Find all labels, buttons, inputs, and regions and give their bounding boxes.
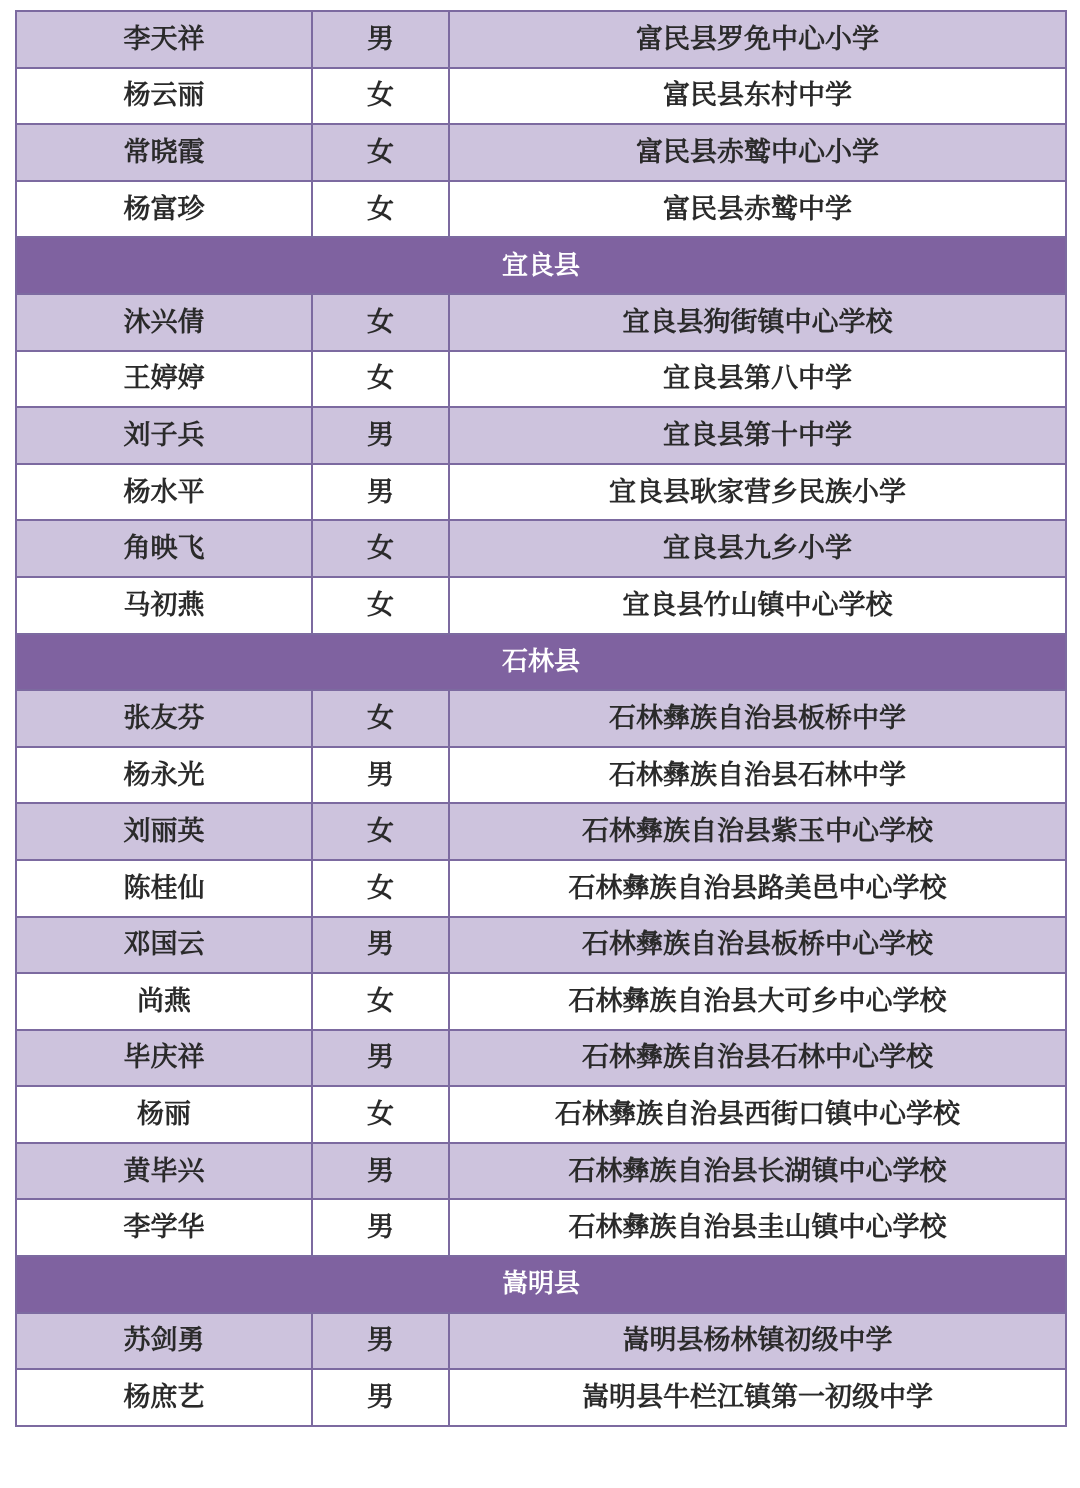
teacher-name-cell: 尚燕 xyxy=(16,973,312,1030)
school-cell: 石林彝族自治县石林中心学校 xyxy=(449,1030,1066,1087)
table-row xyxy=(16,407,1066,464)
school-cell: 富民县赤鹫中心小学 xyxy=(449,124,1066,181)
teacher-name-cell: 苏剑勇 xyxy=(16,1313,312,1370)
table-row xyxy=(16,1030,1066,1087)
teacher-name-cell: 李学华 xyxy=(16,1199,312,1256)
teacher-name-cell: 马初燕 xyxy=(16,577,312,634)
county-header: 宜良县 xyxy=(16,237,1066,294)
county-header-row xyxy=(16,634,1066,691)
table-row xyxy=(16,803,1066,860)
gender-cell: 男 xyxy=(312,1313,449,1370)
teacher-roster-table xyxy=(15,10,1067,1427)
gender-cell: 男 xyxy=(312,464,449,521)
county-header: 石林县 xyxy=(16,634,1066,691)
teacher-name-cell: 毕庆祥 xyxy=(16,1030,312,1087)
school-cell: 嵩明县牛栏江镇第一初级中学 xyxy=(449,1369,1066,1426)
gender-cell: 女 xyxy=(312,181,449,238)
gender-cell: 男 xyxy=(312,11,449,68)
table-row xyxy=(16,690,1066,747)
teacher-name-cell: 黄毕兴 xyxy=(16,1143,312,1200)
gender-cell: 男 xyxy=(312,917,449,974)
table-row xyxy=(16,124,1066,181)
gender-cell: 男 xyxy=(312,1143,449,1200)
school-cell: 石林彝族自治县板桥中心学校 xyxy=(449,917,1066,974)
school-cell: 石林彝族自治县大可乡中心学校 xyxy=(449,973,1066,1030)
teacher-name-cell: 邓国云 xyxy=(16,917,312,974)
gender-cell: 男 xyxy=(312,1030,449,1087)
school-cell: 嵩明县杨林镇初级中学 xyxy=(449,1313,1066,1370)
school-cell: 宜良县九乡小学 xyxy=(449,520,1066,577)
table-row xyxy=(16,181,1066,238)
gender-cell: 女 xyxy=(312,294,449,351)
table-row xyxy=(16,577,1066,634)
table-row xyxy=(16,520,1066,577)
school-cell: 宜良县第八中学 xyxy=(449,351,1066,408)
teacher-name-cell: 角映飞 xyxy=(16,520,312,577)
gender-cell: 女 xyxy=(312,351,449,408)
gender-cell: 男 xyxy=(312,407,449,464)
teacher-name-cell: 杨丽 xyxy=(16,1086,312,1143)
school-cell: 富民县东村中学 xyxy=(449,68,1066,125)
roster-body xyxy=(16,11,1066,1426)
table-row xyxy=(16,917,1066,974)
school-cell: 石林彝族自治县板桥中学 xyxy=(449,690,1066,747)
gender-cell: 女 xyxy=(312,973,449,1030)
teacher-name-cell: 杨水平 xyxy=(16,464,312,521)
teacher-name-cell: 常晓霞 xyxy=(16,124,312,181)
school-cell: 石林彝族自治县圭山镇中心学校 xyxy=(449,1199,1066,1256)
table-row xyxy=(16,464,1066,521)
teacher-name-cell: 张友芬 xyxy=(16,690,312,747)
table-row xyxy=(16,860,1066,917)
gender-cell: 男 xyxy=(312,747,449,804)
gender-cell: 男 xyxy=(312,1369,449,1426)
table-row xyxy=(16,1313,1066,1370)
teacher-name-cell: 李天祥 xyxy=(16,11,312,68)
school-cell: 宜良县竹山镇中心学校 xyxy=(449,577,1066,634)
teacher-name-cell: 刘子兵 xyxy=(16,407,312,464)
county-header-row xyxy=(16,1256,1066,1313)
teacher-name-cell: 杨庶艺 xyxy=(16,1369,312,1426)
gender-cell: 男 xyxy=(312,1199,449,1256)
school-cell: 宜良县耿家营乡民族小学 xyxy=(449,464,1066,521)
table-row xyxy=(16,1369,1066,1426)
school-cell: 石林彝族自治县西街口镇中心学校 xyxy=(449,1086,1066,1143)
teacher-name-cell: 沐兴倩 xyxy=(16,294,312,351)
school-cell: 石林彝族自治县路美邑中心学校 xyxy=(449,860,1066,917)
teacher-name-cell: 杨云丽 xyxy=(16,68,312,125)
table-row xyxy=(16,747,1066,804)
gender-cell: 女 xyxy=(312,803,449,860)
gender-cell: 女 xyxy=(312,690,449,747)
table-row xyxy=(16,973,1066,1030)
table-row xyxy=(16,294,1066,351)
gender-cell: 女 xyxy=(312,577,449,634)
school-cell: 石林彝族自治县长湖镇中心学校 xyxy=(449,1143,1066,1200)
gender-cell: 女 xyxy=(312,520,449,577)
table-row xyxy=(16,11,1066,68)
gender-cell: 女 xyxy=(312,1086,449,1143)
school-cell: 富民县赤鹫中学 xyxy=(449,181,1066,238)
table-row xyxy=(16,1086,1066,1143)
county-header: 嵩明县 xyxy=(16,1256,1066,1313)
teacher-name-cell: 王婷婷 xyxy=(16,351,312,408)
table-row xyxy=(16,1199,1066,1256)
table-row xyxy=(16,68,1066,125)
county-header-row xyxy=(16,237,1066,294)
teacher-name-cell: 杨永光 xyxy=(16,747,312,804)
teacher-name-cell: 刘丽英 xyxy=(16,803,312,860)
school-cell: 石林彝族自治县石林中学 xyxy=(449,747,1066,804)
school-cell: 宜良县狗街镇中心学校 xyxy=(449,294,1066,351)
gender-cell: 女 xyxy=(312,68,449,125)
school-cell: 石林彝族自治县紫玉中心学校 xyxy=(449,803,1066,860)
teacher-name-cell: 陈桂仙 xyxy=(16,860,312,917)
gender-cell: 女 xyxy=(312,124,449,181)
school-cell: 富民县罗免中心小学 xyxy=(449,11,1066,68)
table-row xyxy=(16,1143,1066,1200)
table-row xyxy=(16,351,1066,408)
teacher-name-cell: 杨富珍 xyxy=(16,181,312,238)
school-cell: 宜良县第十中学 xyxy=(449,407,1066,464)
gender-cell: 女 xyxy=(312,860,449,917)
